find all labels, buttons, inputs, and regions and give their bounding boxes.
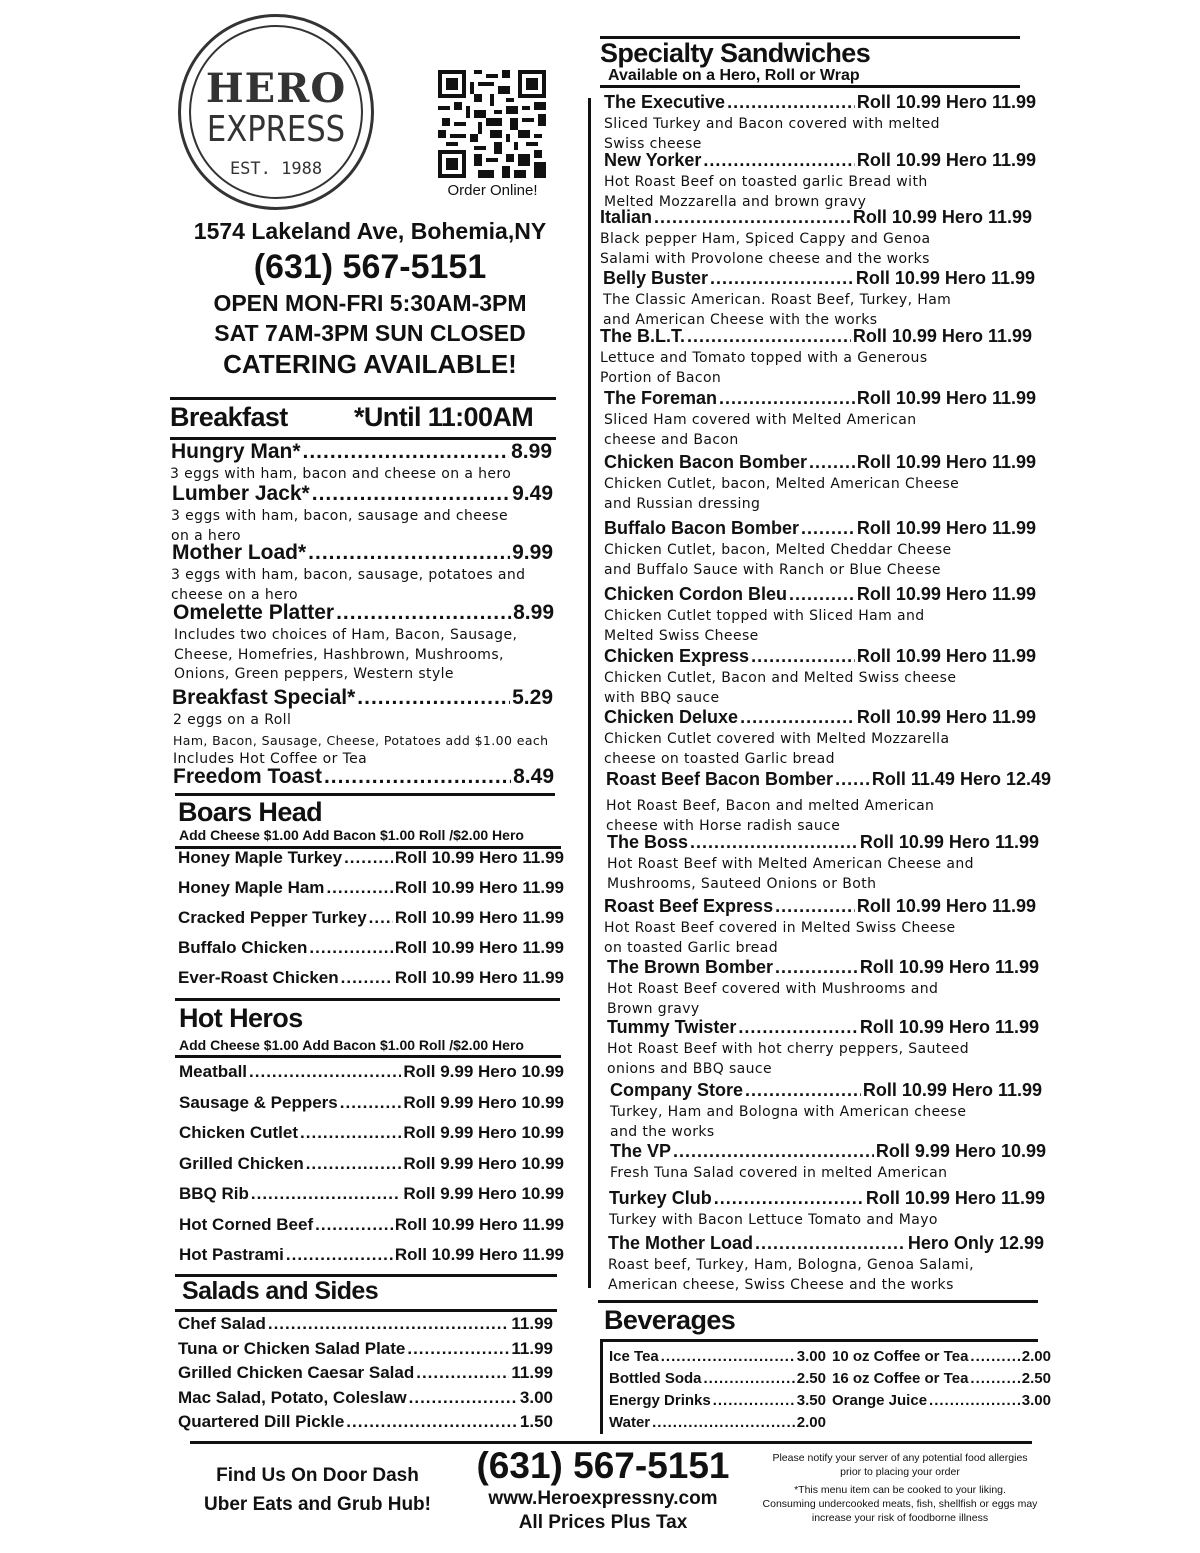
menu-item-name: Grilled Chicken [179, 1153, 304, 1173]
leader-dots [346, 1412, 518, 1432]
menu-item-row [607, 957, 1039, 978]
menu-item-price: Roll 10.99 Hero 11.99 [856, 707, 1036, 727]
menu-item-name: Grilled Chicken Caesar Salad [178, 1363, 415, 1382]
menu-item-row [609, 1392, 826, 1409]
divider [175, 1055, 561, 1058]
menu-item-name: Cracked Pepper Turkey [178, 908, 367, 927]
leader-dots [341, 968, 393, 988]
menu-item-description: on a hero [171, 527, 242, 544]
menu-item-row [832, 1348, 1051, 1365]
menu-item-price: Roll 10.99 Hero 11.99 [394, 908, 564, 927]
menu-item-row [179, 1062, 564, 1082]
menu-item-price: Roll 10.99 Hero 11.99 [394, 938, 564, 957]
menu-item-description: Fresh Tuna Salad covered in melted American [610, 1165, 948, 1181]
menu-item-row [179, 1184, 564, 1204]
menu-item-price: 5.29 [512, 686, 553, 709]
menu-item-description: cheese with Horse radish sauce [606, 817, 841, 834]
allergy-line-2: prior to placing your order [840, 1466, 960, 1478]
menu-item-price: Roll 10.99 Hero 11.99 [859, 1017, 1039, 1037]
menu-item-description: Salami with Provolone cheese and the works [600, 250, 930, 267]
beverages-side-rule [600, 1342, 603, 1434]
menu-item-price: Roll 10.99 Hero 11.99 [852, 326, 1032, 346]
leader-dots [315, 1215, 393, 1235]
delivery-line-2: Uber Eats and Grub Hub! [204, 1494, 431, 1515]
menu-item-row [604, 646, 1036, 667]
menu-item-row [603, 268, 1035, 289]
menu-item-description: Ham, Bacon, Sausage, Cheese, Potatoes add $1.00 each [173, 732, 549, 748]
menu-item-description: Turkey, Ham and Bologna with American cheese [610, 1104, 967, 1120]
leader-dots [835, 769, 870, 790]
menu-item-row [608, 1233, 1044, 1254]
divider [175, 998, 560, 1001]
leader-dots [326, 878, 392, 898]
menu-item-description: Lettuce and Tomato topped with a Generous [600, 350, 928, 366]
menu-item-name: Hungry Man* [171, 440, 301, 463]
menu-item-name: Belly Buster [603, 268, 709, 288]
footer-divider [190, 1441, 1032, 1444]
menu-item-row [179, 1154, 564, 1174]
menu-item-row [172, 686, 553, 710]
logo-text-hero: HERO [205, 65, 347, 112]
menu-item-name: Quartered Dill Pickle [178, 1412, 345, 1431]
hours-weekday: OPEN MON-FRI 5:30AM-3PM [213, 290, 527, 316]
address: 1574 Lakeland Ave, Bohemia,NY [193, 218, 547, 244]
leader-dots [775, 957, 858, 978]
menu-item-row [606, 769, 1051, 790]
menu-item-price: Roll 10.99 Hero 11.99 [394, 1214, 564, 1234]
boars-head-addon-note: Add Cheese $1.00 Add Bacon $1.00 Roll /$2.00 Hero [179, 827, 524, 843]
tax-note: All Prices Plus Tax [518, 1512, 688, 1533]
menu-item-price: Roll 9.99 Hero 10.99 [875, 1141, 1046, 1161]
menu-item-name: Chicken Cordon Bleu [604, 584, 788, 604]
menu-item-price: Roll 10.99 Hero 11.99 [394, 1245, 564, 1264]
menu-item-name: Roast Beef Bacon Bomber [606, 769, 834, 789]
leader-dots [673, 1141, 874, 1162]
menu-item-name: Mother Load* [172, 541, 307, 564]
hot-heros-title: Hot Heros [179, 1003, 303, 1033]
menu-item-name: 10 oz Coffee or Tea [832, 1348, 969, 1365]
menu-item-description: on toasted Garlic bread [604, 939, 778, 956]
menu-item-name: The VP [610, 1141, 672, 1161]
menu-item-name: Hot Corned Beef [179, 1214, 314, 1234]
menu-item-description: Swiss cheese [604, 135, 702, 152]
menu-item-description: 3 eggs with ham, bacon, sausage and cheese [171, 508, 508, 524]
menu-item-description: Includes two choices of Ham, Bacon, Sausage, [174, 627, 518, 643]
breakfast-title: Breakfast [170, 402, 288, 432]
menu-item-price: Roll 10.99 Hero 11.99 [859, 832, 1039, 852]
hours-weekend: SAT 7AM-3PM SUN CLOSED [214, 320, 526, 346]
menu-item-price: 8.49 [513, 765, 554, 788]
delivery-line-1: Find Us On Door Dash [216, 1465, 419, 1486]
menu-item-name: Chicken Cutlet [179, 1123, 299, 1142]
menu-item-row [604, 518, 1036, 539]
menu-item-row [609, 1414, 826, 1431]
leader-dots [407, 1339, 509, 1359]
menu-item-description: and American Cheese with the works [603, 311, 878, 328]
leader-dots [308, 541, 510, 565]
leader-dots [336, 601, 511, 625]
menu-item-price: Roll 10.99 Hero 11.99 [856, 388, 1036, 408]
menu-item-name: The Brown Bomber [607, 957, 774, 977]
menu-item-price: Roll 9.99 Hero 10.99 [403, 1062, 564, 1081]
menu-item-description: Includes Hot Coffee or Tea [173, 751, 368, 767]
menu-item-price: Hero Only 12.99 [907, 1233, 1044, 1253]
leader-dots [714, 1188, 864, 1209]
leader-dots [312, 482, 510, 506]
menu-item-price: Roll 9.99 Hero 10.99 [403, 1153, 564, 1173]
menu-item-price: 3.00 [519, 1387, 553, 1407]
menu-item-description: Chicken Cutlet, bacon, Melted Cheddar Cheese [604, 542, 952, 558]
menu-item-price: 11.99 [511, 1363, 553, 1382]
menu-item-row [172, 541, 553, 565]
catering-banner: CATERING AVAILABLE! [223, 349, 517, 379]
menu-item-row [179, 1245, 564, 1265]
menu-item-name: Orange Juice [832, 1392, 928, 1409]
menu-item-price: Roll 9.99 Hero 10.99 [403, 1123, 564, 1142]
menu-item-description: American cheese, Swiss Cheese and the works [608, 1276, 954, 1293]
logo-text-express: EXPRESS [206, 109, 346, 150]
menu-item-name: The Foreman [604, 388, 718, 408]
leader-dots [710, 268, 854, 289]
leader-dots [249, 1062, 401, 1082]
leader-dots [755, 1233, 906, 1254]
menu-item-name: Chicken Deluxe [604, 707, 739, 727]
menu-item-name: Mac Salad, Potato, Coleslaw [178, 1387, 407, 1407]
menu-item-row [609, 1370, 826, 1387]
menu-item-price: 11.99 [511, 1314, 553, 1333]
leader-dots [929, 1392, 1020, 1409]
menu-item-name: Chef Salad [178, 1314, 266, 1333]
menu-item-name: The B.L.T. [600, 326, 685, 346]
menu-item-row [610, 1080, 1042, 1101]
hot-heros-addon-note: Add Cheese $1.00 Add Bacon $1.00 Roll /$2.00 Hero [179, 1037, 524, 1053]
leader-dots [309, 938, 392, 958]
menu-item-description: Chicken Cutlet, bacon, Melted American Cheese [604, 476, 960, 492]
leader-dots [303, 440, 510, 464]
leader-dots [340, 1093, 402, 1113]
leader-dots [324, 765, 511, 789]
menu-item-price: Roll 10.99 Hero 11.99 [865, 1188, 1045, 1208]
menu-item-description: Onions, Green peppers, Western style [174, 666, 454, 682]
menu-item-price: Roll 10.99 Hero 11.99 [856, 92, 1036, 112]
leader-dots [775, 896, 855, 917]
menu-item-row [609, 1188, 1045, 1209]
menu-item-price: Roll 10.99 Hero 11.99 [394, 848, 564, 867]
menu-item-name: Tummy Twister [607, 1017, 737, 1037]
leader-dots [740, 707, 855, 728]
menu-item-description: Sliced Ham covered with Melted American [604, 412, 917, 428]
menu-item-price: Roll 9.99 Hero 10.99 [403, 1184, 564, 1203]
menu-item-price: Roll 10.99 Hero 11.99 [394, 878, 564, 897]
leader-dots [704, 1370, 795, 1387]
menu-item-price: 3.00 [796, 1348, 826, 1365]
leader-dots [690, 832, 858, 853]
menu-item-row [610, 1141, 1046, 1162]
menu-item-name: Honey Maple Ham [178, 878, 325, 897]
breakfast-hours-note: *Until 11:00AM [354, 402, 534, 432]
menu-item-name: Lumber Jack* [172, 482, 310, 505]
menu-item-row [832, 1370, 1051, 1387]
warning-line-1: *This menu item can be cooked to your liking. [794, 1484, 1006, 1496]
menu-item-name: Ever-Roast Chicken [178, 968, 339, 987]
leader-dots [745, 1080, 861, 1101]
leader-dots [300, 1123, 401, 1143]
column-divider [588, 98, 591, 1288]
menu-item-name: The Boss [607, 832, 689, 852]
menu-item-description: Brown gravy [607, 1000, 700, 1017]
menu-item-description: cheese on a hero [171, 586, 298, 603]
menu-item-description: Turkey with Bacon Lettuce Tomato and Mayo [609, 1212, 938, 1228]
menu-item-description: onions and BBQ sauce [607, 1060, 773, 1077]
leader-dots [654, 207, 851, 228]
menu-item-description: Chicken Cutlet topped with Sliced Ham and [604, 608, 925, 624]
menu-item-row [178, 848, 564, 868]
menu-item-name: Omelette Platter [173, 601, 335, 624]
menu-item-description: Black pepper Ham, Spiced Cappy and Genoa [600, 231, 931, 247]
menu-item-name: BBQ Rib [179, 1184, 249, 1203]
menu-item-price: 8.99 [513, 601, 554, 624]
leader-dots [789, 584, 855, 605]
menu-item-name: Water [609, 1414, 651, 1431]
menu-item-price: 1.50 [519, 1412, 553, 1431]
leader-dots [416, 1363, 509, 1383]
menu-item-price: 9.49 [512, 482, 553, 505]
menu-item-description: The Classic American. Roast Beef, Turkey, Ham [603, 292, 952, 308]
menu-item-description: 3 eggs with ham, bacon and cheese on a hero [170, 466, 512, 482]
menu-item-description: Hot Roast Beef covered with Mushrooms and [607, 981, 939, 997]
logo-text-est: EST. 1988 [229, 159, 323, 179]
menu-item-name: Chicken Express [604, 646, 750, 666]
menu-item-row [604, 92, 1036, 113]
leader-dots [268, 1314, 510, 1334]
header-phone[interactable]: (631) 567-5151 [253, 248, 487, 286]
menu-item-row [171, 440, 552, 464]
menu-item-description: Hot Roast Beef covered in Melted Swiss Cheese [604, 920, 956, 936]
leader-dots [970, 1348, 1019, 1365]
menu-item-price: 9.99 [512, 541, 553, 564]
leader-dots [652, 1414, 795, 1431]
leader-dots [286, 1245, 393, 1265]
salads-title: Salads and Sides [182, 1277, 379, 1305]
menu-item-description: Hot Roast Beef with hot cherry peppers, Sauteed [607, 1041, 970, 1057]
allergy-line-1: Please notify your server of any potential food allergies [772, 1452, 1028, 1464]
menu-item-price: Roll 10.99 Hero 11.99 [856, 584, 1036, 604]
menu-item-description: Melted Swiss Cheese [604, 627, 759, 644]
menu-item-description: 3 eggs with ham, bacon, sausage, potatoes and [171, 567, 526, 583]
menu-item-row [178, 968, 564, 988]
menu-item-description: Hot Roast Beef on toasted garlic Bread with [604, 174, 928, 190]
menu-item-name: Turkey Club [609, 1188, 712, 1208]
menu-item-name: Energy Drinks [609, 1392, 711, 1409]
menu-item-description: Sliced Turkey and Bacon covered with melted [604, 116, 940, 132]
leader-dots [344, 848, 393, 868]
menu-item-price: Roll 10.99 Hero 11.99 [862, 1080, 1042, 1100]
menu-item-row [607, 832, 1039, 853]
menu-item-description: Hot Roast Beef with Melted American Cheese and [607, 856, 974, 872]
menu-item-row [173, 601, 554, 625]
menu-item-name: 16 oz Coffee or Tea [832, 1370, 969, 1387]
menu-item-name: Breakfast Special* [172, 686, 356, 709]
specialty-subtitle: Available on a Hero, Roll or Wrap [608, 67, 860, 84]
menu-item-price: Roll 10.99 Hero 11.99 [856, 646, 1036, 666]
menu-item-row [604, 896, 1036, 917]
menu-item-row [179, 1215, 564, 1235]
menu-item-price: 2.50 [796, 1370, 826, 1387]
menu-item-row [178, 1412, 553, 1432]
menu-item-description: cheese on toasted Garlic bread [604, 750, 835, 767]
menu-item-name: Hot Pastrami [179, 1245, 284, 1264]
leader-dots [306, 1154, 402, 1174]
menu-item-name: Company Store [610, 1080, 744, 1100]
leader-dots [727, 92, 855, 113]
divider [175, 793, 555, 796]
menu-item-row [609, 1348, 826, 1365]
menu-item-name: Roast Beef Express [604, 896, 774, 916]
menu-item-name: Tuna or Chicken Salad Plate [178, 1338, 406, 1358]
menu-item-price: Roll 10.99 Hero 11.99 [856, 452, 1036, 472]
menu-item-price: Roll 10.99 Hero 11.99 [856, 518, 1036, 538]
leader-dots [751, 646, 855, 667]
menu-item-row [178, 938, 564, 958]
menu-item-name: Sausage & Peppers [179, 1092, 338, 1112]
menu-item-price: Roll 10.99 Hero 11.99 [394, 968, 564, 987]
menu-item-row [604, 584, 1036, 605]
menu-item-price: Roll 10.99 Hero 11.99 [856, 150, 1036, 170]
menu-item-row [178, 1339, 553, 1359]
menu-item-name: Freedom Toast [173, 765, 322, 788]
menu-item-description: with BBQ sauce [604, 689, 720, 706]
menu-item-row [832, 1392, 1051, 1409]
menu-item-row [179, 1123, 564, 1143]
leader-dots [251, 1184, 401, 1204]
menu-item-row [600, 207, 1032, 228]
menu-item-row [178, 878, 564, 898]
menu-item-price: Roll 10.99 Hero 11.99 [852, 207, 1032, 227]
menu-item-description: and Buffalo Sauce with Ranch or Blue Cheese [604, 561, 941, 578]
menu-item-description: Mushrooms, Sauteed Onions or Both [607, 875, 877, 892]
menu-item-row [178, 1314, 553, 1334]
qr-code-icon[interactable] [438, 70, 546, 178]
menu-item-name: Buffalo Bacon Bomber [604, 518, 800, 538]
menu-item-row [604, 388, 1036, 409]
menu-item-name: Chicken Bacon Bomber [604, 452, 808, 472]
divider [170, 397, 556, 400]
warning-line-2: Consuming undercooked meats, fish, shellfish or eggs may [762, 1498, 1038, 1510]
divider [598, 1300, 1038, 1303]
menu-item-name: Bottled Soda [609, 1370, 702, 1387]
divider [600, 1339, 1038, 1342]
menu-item-name: The Mother Load [608, 1233, 753, 1253]
leader-dots [801, 518, 855, 539]
menu-item-price: Roll 10.99 Hero 11.99 [855, 268, 1035, 288]
menu-item-name: Ice Tea [609, 1348, 659, 1365]
leader-dots [713, 1392, 795, 1409]
menu-item-row [178, 1388, 553, 1408]
menu-item-row [604, 707, 1036, 728]
menu-item-row [600, 326, 1032, 347]
website-link[interactable]: www.Heroexpressny.com [488, 1488, 718, 1509]
menu-item-description: Cheese, Homefries, Hashbrown, Mushrooms, [174, 646, 504, 663]
menu-item-price: 11.99 [511, 1338, 553, 1358]
leader-dots [661, 1348, 795, 1365]
beverages-title: Beverages [604, 1305, 736, 1335]
divider [600, 85, 1020, 88]
menu-item-price: 2.00 [1021, 1348, 1051, 1365]
leader-dots [719, 388, 855, 409]
menu-item-row [604, 150, 1036, 171]
menu-item-price: 2.00 [796, 1414, 826, 1431]
leader-dots [369, 908, 393, 928]
menu-item-description: Hot Roast Beef, Bacon and melted American [606, 798, 935, 814]
menu-item-description: cheese and Bacon [604, 431, 739, 448]
leader-dots [357, 686, 510, 710]
menu-item-name: Buffalo Chicken [178, 938, 308, 957]
menu-item-description: Roast beef, Turkey, Ham, Bologna, Genoa Salami, [608, 1257, 975, 1273]
menu-item-description: and Russian dressing [604, 495, 761, 512]
footer-phone[interactable]: (631) 567-5151 [476, 1445, 730, 1486]
leader-dots [738, 1017, 858, 1038]
leader-dots [687, 326, 851, 347]
menu-item-description: 2 eggs on a Roll [173, 712, 292, 728]
hero-express-logo [178, 14, 374, 210]
menu-item-row [173, 765, 554, 789]
leader-dots [809, 452, 855, 473]
menu-item-price: 8.99 [511, 440, 552, 463]
menu-item-description: Portion of Bacon [600, 369, 722, 386]
menu-item-price: 3.00 [1021, 1392, 1051, 1409]
menu-item-row [172, 482, 553, 506]
menu-item-row [178, 908, 564, 928]
boars-head-title: Boars Head [178, 797, 323, 827]
menu-item-price: 2.50 [1021, 1370, 1051, 1387]
menu-item-price: 3.50 [796, 1392, 826, 1409]
menu-item-name: The Executive [604, 92, 726, 112]
menu-item-row [179, 1093, 564, 1113]
menu-item-row [604, 452, 1036, 473]
menu-item-row [178, 1363, 553, 1383]
leader-dots [409, 1388, 518, 1408]
leader-dots [703, 150, 855, 171]
menu-item-price: Roll 11.49 Hero 12.49 [871, 769, 1051, 789]
divider [175, 1309, 557, 1312]
menu-item-description: Chicken Cutlet covered with Melted Mozzarella [604, 731, 950, 747]
menu-item-price: Roll 10.99 Hero 11.99 [859, 957, 1039, 977]
order-online-label: Order Online! [447, 182, 538, 199]
menu-item-price: Roll 9.99 Hero 10.99 [403, 1092, 564, 1112]
menu-item-description: Chicken Cutlet, Bacon and Melted Swiss cheese [604, 670, 957, 686]
warning-line-3: increase your risk of foodborne illness [811, 1512, 989, 1524]
menu-item-row [607, 1017, 1039, 1038]
leader-dots [970, 1370, 1019, 1387]
menu-item-name: Meatball [179, 1062, 248, 1081]
menu-item-name: Honey Maple Turkey [178, 848, 343, 867]
specialty-title: Specialty Sandwiches [600, 38, 871, 68]
menu-item-name: New Yorker [604, 150, 702, 170]
menu-item-description: and the works [610, 1123, 715, 1140]
menu-item-description: Melted Mozzarella and brown gravy [604, 193, 867, 210]
menu-item-name: Italian [600, 207, 653, 227]
menu-item-price: Roll 10.99 Hero 11.99 [856, 896, 1036, 916]
